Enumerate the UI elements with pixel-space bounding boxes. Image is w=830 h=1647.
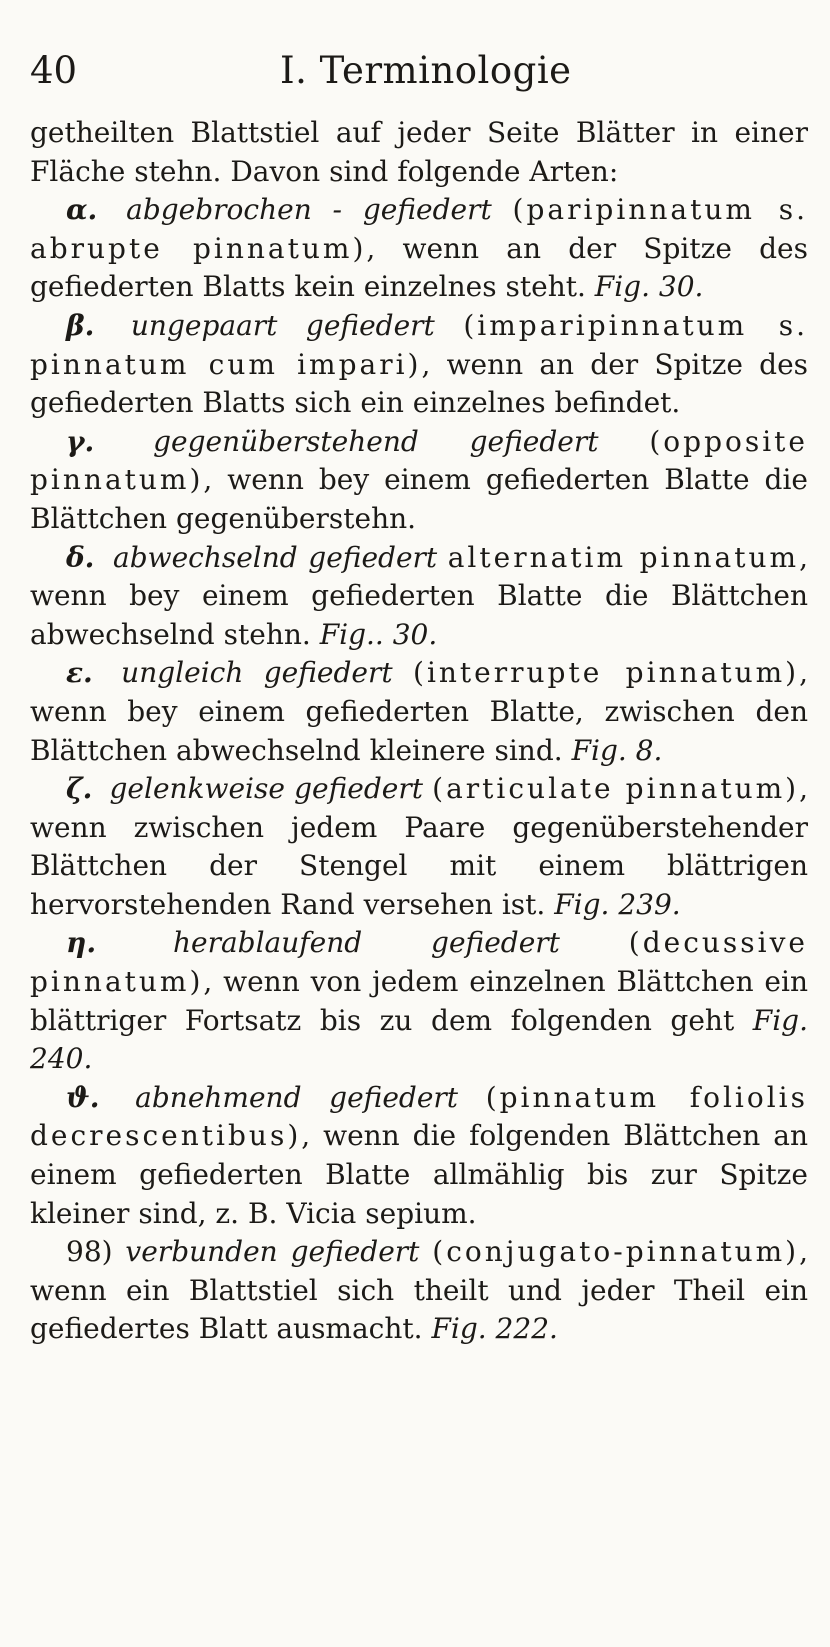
entry-text: , wenn die folgenden Blättchen an einem gefiederten Blatte allmählig bis zur Spitze kleiner sind, z. B. Vicia sepium. [30,1119,808,1230]
entry-delta [30,539,808,655]
entry-text: , wenn zwischen jedem Paare gegenüberstehender Blättchen der Stengel mit einem blättrigen hervorstehenden Rand versehen ist. [30,772,808,921]
chapter-title: I. Terminologie [280,49,572,92]
entry-marker: δ. [66,540,95,574]
entry-term: gegenüberstehend gefiedert [153,424,599,458]
entry-marker: ζ. [66,772,93,806]
figure-reference: Fig. 240. [30,1003,808,1076]
entry-beta [30,307,808,423]
entry-text: , wenn bey einem gefiederten Blatte die Blättchen abwechselnd stehn. [30,540,808,651]
entry-term: abgebrochen - gefiedert [126,193,492,227]
entry-latin: (opposite pinnatum) [30,424,808,497]
entry-text: , wenn an der Spitze des gefiederten Blatts sich ein einzelnes befindet. [30,347,809,420]
entry-zeta [30,770,808,924]
entry-term: verbunden gefiedert [125,1235,420,1269]
entry-marker: η. [66,926,97,960]
page-number: 40 [30,49,78,92]
entry-term: ungleich gefiedert [121,656,393,690]
entry-term: herablaufend gefiedert [172,926,560,960]
entry-theta [30,1079,808,1233]
entry-text: , wenn ein Blattstiel sich theilt und jeder Theil ein gefiedertes Blatt ausmacht. [30,1235,808,1346]
entry-epsilon [30,654,808,770]
entry-term: gelenkweise gefiedert [109,772,423,806]
section-number: 98) [66,1235,113,1269]
intro-paragraph: getheilten Blattstiel auf jeder Seite Blätter in einer Fläche stehn. Davon sind folgende Arten: [30,116,808,188]
figure-reference: Fig. 30. [594,270,704,304]
entry-text: , wenn von jedem einzelnen Blättchen ein blättriger Fortsatz bis zu dem folgenden geht [30,965,808,1037]
entry-marker: ε. [66,656,93,690]
entry-text: , wenn an der Spitze des gefiederten Blatts kein einzelnes steht. [30,231,808,304]
entry-term: abwechselnd gefiedert [113,540,438,574]
entry-term: ungepaart gefiedert [130,308,435,342]
entry-term: abnehmend gefiedert [135,1080,459,1114]
entry-alpha [30,191,808,307]
figure-reference: Fig.. 30. [319,617,438,651]
entry-latin: (conjugato-pinnatum) [432,1235,800,1269]
book-page [30,40,808,1349]
entry-gamma [30,423,808,539]
running-head [30,40,808,102]
entry-latin: (pinnatum foliolis decrescentibus) [30,1080,808,1153]
entry-text: , wenn bey einem gefiederten Blatte, zwischen den Blättchen abwechselnd kleinere sind. [30,656,808,767]
entry-latin: (interrupte pinnatum) [413,656,800,690]
body-text [30,114,808,1349]
figure-reference: Fig. 8. [571,733,663,767]
figure-reference: Fig. 239. [554,887,681,921]
entry-latin: (articulate pinnatum) [432,772,800,806]
entry-latin: (paripinnatum s. abrupte pinnatum) [30,193,808,265]
entry-latin: (decussive pinnatum) [30,926,808,999]
entry-marker: β. [66,308,95,342]
entry-eta [30,924,808,1078]
entry-latin: alternatim pinnatum [447,540,800,574]
figure-reference: Fig. 222. [431,1312,558,1346]
entry-98 [30,1233,808,1349]
entry-marker: α. [66,193,98,227]
entry-text: , wenn bey einem gefiederten Blatte die Blättchen gegenüberstehn. [30,463,808,535]
entry-marker: γ. [66,424,95,458]
entry-marker: ϑ. [66,1080,100,1114]
entry-latin: (imparipinnatum s. pinnatum cum impari) [30,308,809,381]
